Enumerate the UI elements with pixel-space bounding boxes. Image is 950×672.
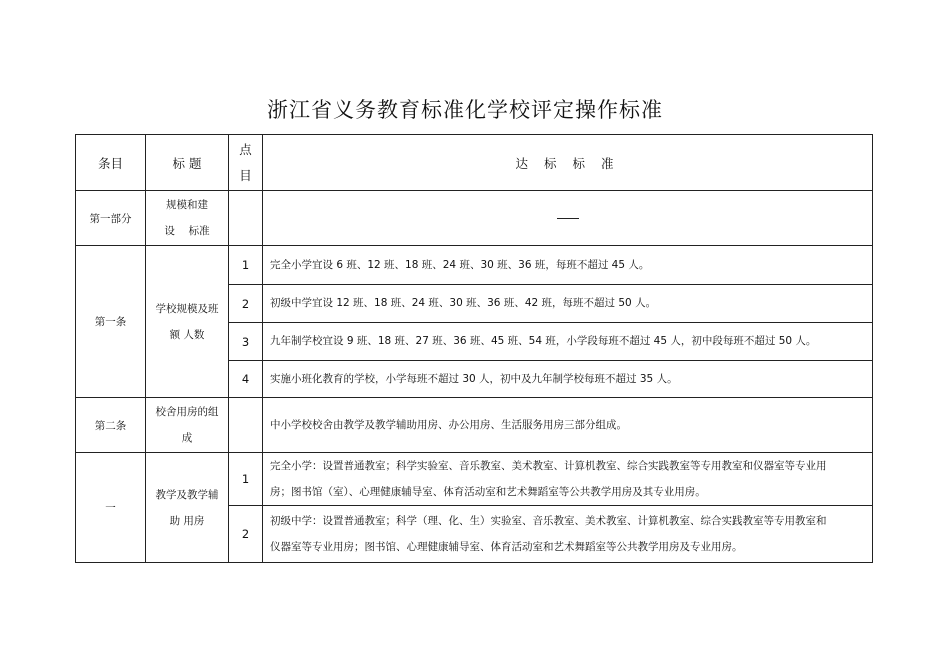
article1-clause: 第一条 [76, 246, 146, 398]
article1-item4-point: 4 [229, 361, 263, 398]
table-row [76, 191, 873, 246]
article1-item2-point: 2 [229, 285, 263, 323]
article1-item4-text: 实施小班化教育的学校，小学每班不超过 30 人，初中及九年制学校每班不超过 35 人。 [263, 361, 873, 398]
table-header-row [76, 135, 873, 191]
section1-topic [146, 453, 229, 563]
dash-mark [557, 218, 579, 219]
article2-topic-line2: 成 [181, 432, 193, 444]
article1-topic-line2: 额 人数 [169, 328, 205, 341]
part1-topic [146, 191, 229, 246]
article1-item1-text: 完全小学宜设 6 班、12 班、18 班、24 班、30 班、36 班，每班不超过 45 人。 [263, 246, 873, 285]
section1-item1-text [263, 453, 873, 506]
article1-item3-text: 九年制学校宜设 9 班、18 班、27 班、36 班、45 班、54 班，小学段每班不超过 45 人，初中段每班不超过 50 人。 [263, 323, 873, 361]
table-row [76, 453, 873, 506]
section1-item1-line2: 房；图书馆（室）、心理健康辅导室、体育活动室和艺术舞蹈室等公共教学用房及其专业用房。 [270, 486, 706, 498]
part1-topic-line1: 规模和建 [166, 199, 208, 211]
section1-item2-line1: 初级中学：设置普通教室；科学（理、化、生）实验室、音乐教室、美术教室、计算机教室、综合实践教室等专用教室和 [270, 515, 827, 527]
article1-topic-line1: 学校规模及班 [155, 302, 219, 315]
part1-standard [263, 191, 873, 246]
table-row [76, 398, 873, 453]
part1-clause: 第一部分 [76, 191, 146, 246]
article2-point [229, 398, 263, 453]
section1-topic-line1: 教学及教学辅 [155, 488, 219, 501]
table-row [76, 246, 873, 285]
document-title: 浙江省义务教育标准化学校评定操作标准 [267, 98, 663, 122]
section1-item1-point: 1 [229, 453, 263, 506]
header-point [229, 135, 263, 191]
article2-clause: 第二条 [76, 398, 146, 453]
header-point-line1: 点 [239, 141, 252, 157]
header-point-line2: 目 [239, 167, 252, 183]
article2-text: 中小学校校舍由教学及教学辅助用房、办公用房、生活服务用房三部分组成。 [263, 398, 873, 453]
article1-item1-point: 1 [229, 246, 263, 285]
header-standard: 达 标 标 准 [263, 135, 873, 191]
part1-point [229, 191, 263, 246]
header-topic: 标 题 [146, 135, 229, 191]
section1-item2-point: 2 [229, 506, 263, 563]
standards-table [75, 134, 873, 563]
article1-item3-point: 3 [229, 323, 263, 361]
section1-item1-line1: 完全小学：设置普通教室；科学实验室、音乐教室、美术教室、计算机教室、综合实践教室等专用教室和仪器室等专业用 [270, 460, 827, 472]
section1-topic-line2: 助 用房 [169, 514, 205, 527]
article1-item2-text: 初级中学宜设 12 班、18 班、24 班、30 班、36 班、42 班，每班不超过 50 人。 [263, 285, 873, 323]
section1-clause: 一 [76, 453, 146, 563]
article2-topic [146, 398, 229, 453]
section1-item2-line2: 仪器室等专业用房；图书馆、心理健康辅导室、体育活动室和艺术舞蹈室等公共教学用房及专业用房。 [270, 541, 743, 553]
article1-topic [146, 246, 229, 398]
part1-topic-line2: 设 标准 [164, 225, 210, 237]
section1-item2-text [263, 506, 873, 563]
header-clause: 条目 [76, 135, 146, 191]
article2-topic-line1: 校舍用房的组 [155, 406, 219, 418]
